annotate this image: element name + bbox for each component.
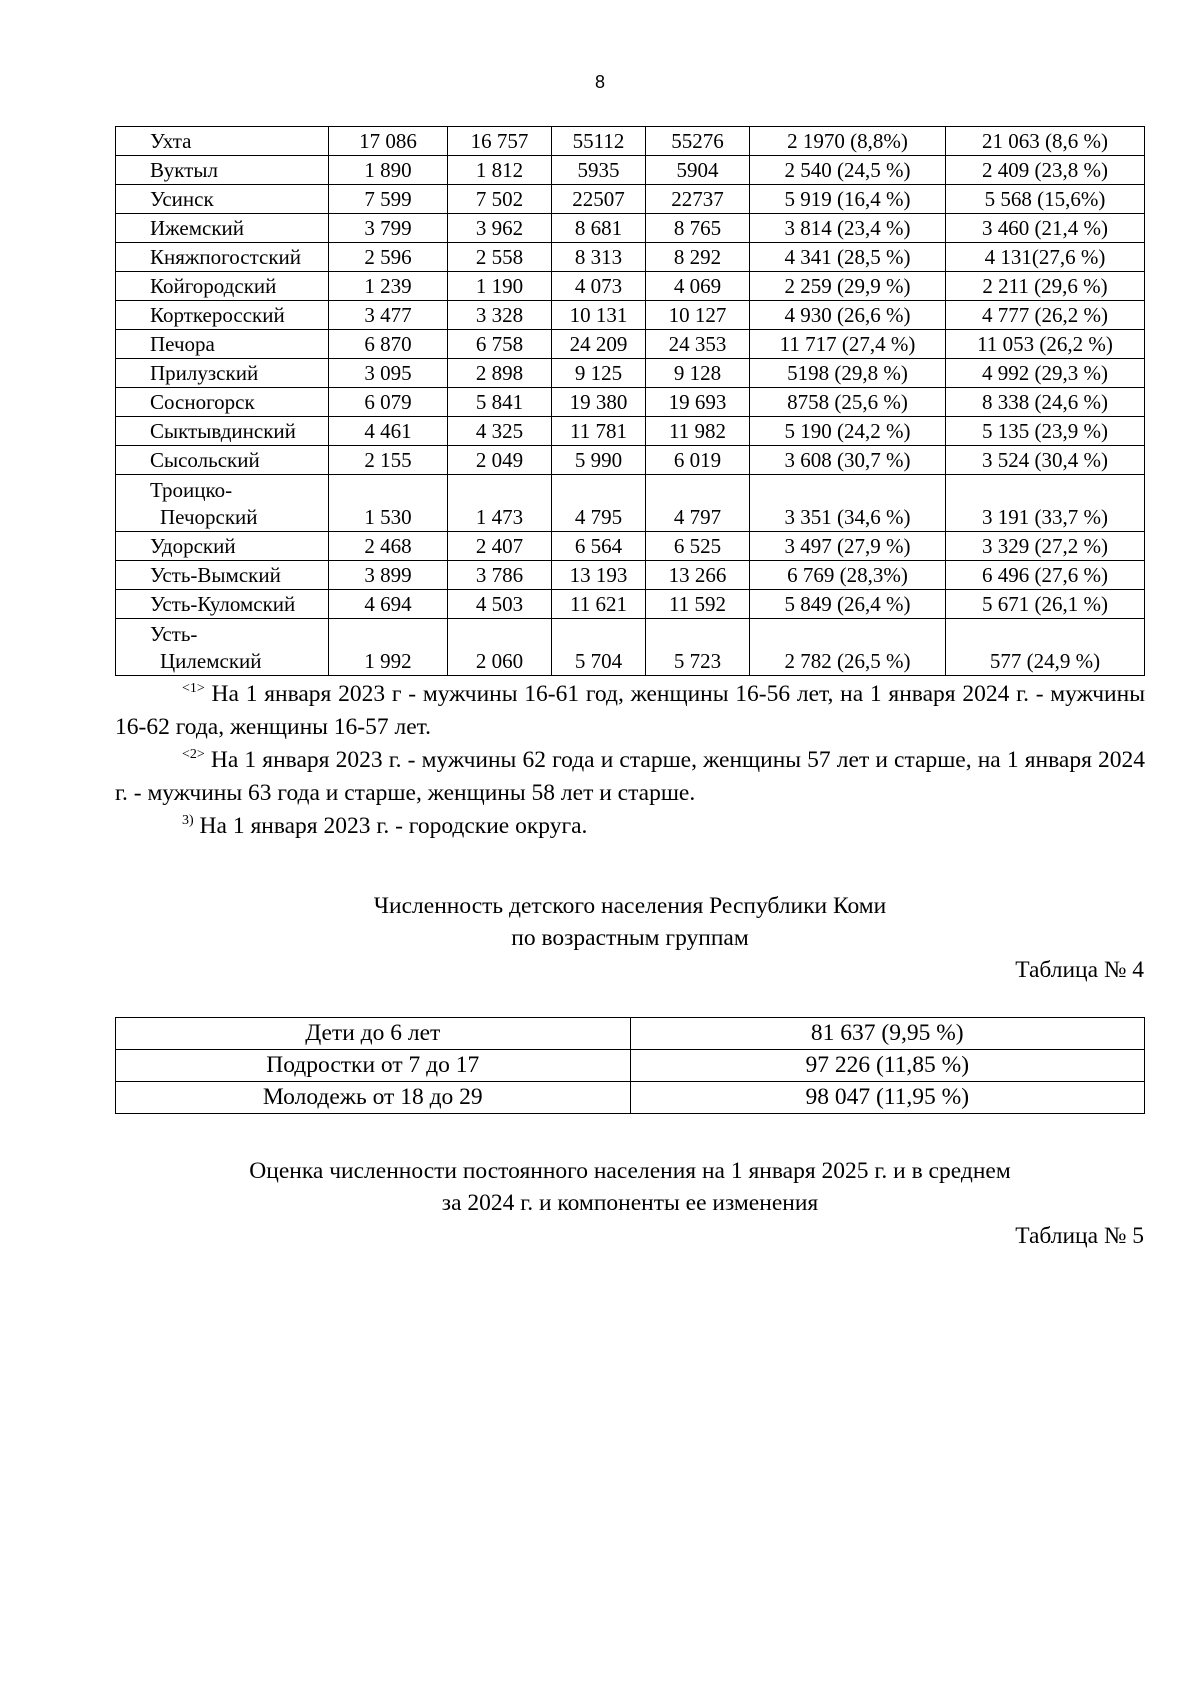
value-cell: 3 351 (34,6 %) (750, 475, 946, 532)
value-cell: 11 717 (27,4 %) (750, 330, 946, 359)
table-row (116, 1082, 1145, 1114)
district-name: Княжпогостский (150, 245, 302, 269)
section-title-line: по возрастным группам (511, 925, 749, 951)
district-name-cell (116, 619, 329, 676)
value-cell: 8 292 (646, 243, 750, 272)
table-row (116, 214, 1145, 243)
district-name: Сысольский (150, 448, 260, 472)
value-cell: 4 795 (552, 475, 646, 532)
section-title-line: Оценка численности постоянного населения на 1 января 2025 г. и в среднем (249, 1158, 1011, 1184)
footnote-3 (115, 810, 1145, 843)
district-name: Удорский (150, 534, 236, 558)
district-name: Ижемский (150, 216, 245, 240)
value-cell: 2 155 (329, 446, 448, 475)
value-cell: 5935 (552, 156, 646, 185)
value-cell: 5904 (646, 156, 750, 185)
value-cell: 11 781 (552, 417, 646, 446)
value-cell: 4 131(27,6 %) (946, 243, 1145, 272)
value-cell: 1 530 (329, 475, 448, 532)
footnote-1 (115, 678, 1145, 744)
district-name-cell (116, 532, 329, 561)
value-cell: 8 681 (552, 214, 646, 243)
value-cell: 10 127 (646, 301, 750, 330)
value-cell: 3 329 (27,2 %) (946, 532, 1145, 561)
table-row (116, 330, 1145, 359)
value-cell: 3 477 (329, 301, 448, 330)
district-name-cell (116, 330, 329, 359)
district-name-cell (116, 272, 329, 301)
table-5-label: Таблица № 5 (1015, 1223, 1144, 1249)
district-name: Ухта (150, 129, 192, 153)
table-row (116, 1018, 1145, 1050)
footnotes (115, 678, 1145, 843)
value-cell: 5 841 (448, 388, 552, 417)
value-cell: 3 524 (30,4 %) (946, 446, 1145, 475)
district-name-cell (116, 561, 329, 590)
page-number: 8 (594, 72, 605, 92)
value-cell: 5 135 (23,9 %) (946, 417, 1145, 446)
district-name-cell (116, 243, 329, 272)
value-cell: 5 704 (552, 619, 646, 676)
district-name: Печорский (160, 505, 258, 529)
table-row (116, 301, 1145, 330)
value-cell: 4 073 (552, 272, 646, 301)
value-cell: 4 461 (329, 417, 448, 446)
footnote-text: На 1 января 2023 г. - городские округа. (193, 813, 588, 839)
value-cell: 5 568 (15,6%) (946, 185, 1145, 214)
district-name-cell (116, 301, 329, 330)
value-cell: 3 497 (27,9 %) (750, 532, 946, 561)
district-name-cell (116, 590, 329, 619)
value-cell: 2 558 (448, 243, 552, 272)
value-cell: 5 671 (26,1 %) (946, 590, 1145, 619)
value-cell: 7 502 (448, 185, 552, 214)
value-cell: 1 239 (329, 272, 448, 301)
table-row (116, 185, 1145, 214)
value-cell: 2 409 (23,8 %) (946, 156, 1145, 185)
value-cell: 3 962 (448, 214, 552, 243)
district-name-cell (116, 359, 329, 388)
footnote-text: На 1 января 2023 г - мужчины 16-61 год, женщины 16-56 лет, на 1 января 2024 г. - мужчины 16-62 года, женщины 16-57 лет. (115, 681, 1145, 740)
age-group-cell: Молодежь от 18 до 29 (116, 1082, 631, 1114)
value-cell: 19 380 (552, 388, 646, 417)
value-cell: 2 049 (448, 446, 552, 475)
table-row (116, 243, 1145, 272)
value-cell: 1 190 (448, 272, 552, 301)
value-cell: 3 899 (329, 561, 448, 590)
value-cell: 98 047 (11,95 %) (630, 1082, 1145, 1114)
value-cell: 4 503 (448, 590, 552, 619)
value-cell: 2 540 (24,5 %) (750, 156, 946, 185)
value-cell: 8758 (25,6 %) (750, 388, 946, 417)
value-cell: 2 468 (329, 532, 448, 561)
table-row (116, 127, 1145, 156)
value-cell: 3 814 (23,4 %) (750, 214, 946, 243)
section-4-title (0, 890, 1200, 954)
value-cell: 24 209 (552, 330, 646, 359)
value-cell: 7 599 (329, 185, 448, 214)
value-cell: 1 473 (448, 475, 552, 532)
value-cell: 11 053 (26,2 %) (946, 330, 1145, 359)
table-row (116, 590, 1145, 619)
value-cell: 10 131 (552, 301, 646, 330)
district-name-cell (116, 475, 329, 532)
district-name: Сыктывдинский (150, 419, 296, 443)
value-cell: 5 990 (552, 446, 646, 475)
value-cell: 4 325 (448, 417, 552, 446)
value-cell: 8 313 (552, 243, 646, 272)
district-name: Сосногорск (150, 390, 255, 414)
district-name: Койгородский (150, 274, 277, 298)
value-cell: 55276 (646, 127, 750, 156)
value-cell: 4 992 (29,3 %) (946, 359, 1145, 388)
children-age-groups-table (115, 1017, 1145, 1114)
value-cell: 13 266 (646, 561, 750, 590)
value-cell: 1 890 (329, 156, 448, 185)
district-name: Усть-Куломский (150, 592, 296, 616)
value-cell: 4 069 (646, 272, 750, 301)
district-name: Печора (150, 332, 215, 356)
value-cell: 22507 (552, 185, 646, 214)
value-cell: 6 870 (329, 330, 448, 359)
age-group-cell: Дети до 6 лет (116, 1018, 631, 1050)
value-cell: 6 496 (27,6 %) (946, 561, 1145, 590)
value-cell: 5 919 (16,4 %) (750, 185, 946, 214)
table-row (116, 388, 1145, 417)
value-cell: 3 095 (329, 359, 448, 388)
district-name: Корткеросский (150, 303, 285, 327)
value-cell: 24 353 (646, 330, 750, 359)
district-name-cell (116, 185, 329, 214)
value-cell: 3 328 (448, 301, 552, 330)
value-cell: 22737 (646, 185, 750, 214)
value-cell: 11 621 (552, 590, 646, 619)
value-cell: 21 063 (8,6 %) (946, 127, 1145, 156)
value-cell: 5 849 (26,4 %) (750, 590, 946, 619)
table-row (116, 156, 1145, 185)
value-cell: 9 125 (552, 359, 646, 388)
value-cell: 3 460 (21,4 %) (946, 214, 1145, 243)
value-cell: 6 079 (329, 388, 448, 417)
value-cell: 2 782 (26,5 %) (750, 619, 946, 676)
footnote-mark: 3) (182, 813, 194, 828)
table-row (116, 1050, 1145, 1082)
value-cell: 5 190 (24,2 %) (750, 417, 946, 446)
section-title-line: Численность детского населения Республики Коми (373, 893, 887, 919)
district-name: Усинск (150, 187, 214, 211)
footnote-mark: <2> (182, 747, 205, 762)
value-cell: 11 982 (646, 417, 750, 446)
section-title-line: за 2024 г. и компоненты ее изменения (441, 1190, 819, 1216)
value-cell: 8 765 (646, 214, 750, 243)
footnote-mark: <1> (182, 681, 205, 696)
table-row (116, 359, 1145, 388)
value-cell: 1 992 (329, 619, 448, 676)
district-name: Усть-Вымский (150, 563, 281, 587)
value-cell: 6 564 (552, 532, 646, 561)
value-cell: 2 060 (448, 619, 552, 676)
value-cell: 4 777 (26,2 %) (946, 301, 1145, 330)
table-row (116, 475, 1145, 532)
value-cell: 16 757 (448, 127, 552, 156)
age-group-cell: Подростки от 7 до 17 (116, 1050, 631, 1082)
value-cell: 5198 (29,8 %) (750, 359, 946, 388)
value-cell: 4 694 (329, 590, 448, 619)
footnote-2 (115, 744, 1145, 810)
value-cell: 17 086 (329, 127, 448, 156)
value-cell: 2 1970 (8,8%) (750, 127, 946, 156)
value-cell: 81 637 (9,95 %) (630, 1018, 1145, 1050)
district-name-cell (116, 214, 329, 243)
value-cell: 4 930 (26,6 %) (750, 301, 946, 330)
table-row (116, 446, 1145, 475)
value-cell: 2 259 (29,9 %) (750, 272, 946, 301)
value-cell: 5 723 (646, 619, 750, 676)
table-row (116, 532, 1145, 561)
value-cell: 2 211 (29,6 %) (946, 272, 1145, 301)
value-cell: 11 592 (646, 590, 750, 619)
value-cell: 2 596 (329, 243, 448, 272)
value-cell: 2 898 (448, 359, 552, 388)
district-name: Цилемский (160, 649, 262, 673)
value-cell: 3 799 (329, 214, 448, 243)
district-name-cell (116, 388, 329, 417)
district-name: Прилузский (150, 361, 259, 385)
value-cell: 6 525 (646, 532, 750, 561)
value-cell: 9 128 (646, 359, 750, 388)
district-name-cell (116, 127, 329, 156)
table-row (116, 417, 1145, 446)
district-name: Вуктыл (150, 158, 218, 182)
value-cell: 3 608 (30,7 %) (750, 446, 946, 475)
value-cell: 1 812 (448, 156, 552, 185)
value-cell: 55112 (552, 127, 646, 156)
value-cell: 19 693 (646, 388, 750, 417)
value-cell: 577 (24,9 %) (946, 619, 1145, 676)
table-row (116, 272, 1145, 301)
value-cell: 4 797 (646, 475, 750, 532)
district-name: Усть- (150, 622, 198, 646)
value-cell: 4 341 (28,5 %) (750, 243, 946, 272)
value-cell: 3 786 (448, 561, 552, 590)
district-name-cell (116, 156, 329, 185)
value-cell: 6 019 (646, 446, 750, 475)
value-cell: 6 758 (448, 330, 552, 359)
value-cell: 13 193 (552, 561, 646, 590)
table-row (116, 561, 1145, 590)
table-row (116, 619, 1145, 676)
district-name-cell (116, 417, 329, 446)
district-name: Троицко- (150, 478, 233, 502)
districts-population-table (115, 126, 1145, 676)
value-cell: 2 407 (448, 532, 552, 561)
value-cell: 3 191 (33,7 %) (946, 475, 1145, 532)
value-cell: 8 338 (24,6 %) (946, 388, 1145, 417)
footnote-text: На 1 января 2023 г. - мужчины 62 года и старше, женщины 57 лет и старше, на 1 января 2024 г. - мужчины 63 года и старше, женщины 58 лет и старше. (115, 747, 1145, 806)
value-cell: 6 769 (28,3%) (750, 561, 946, 590)
section-5-title (0, 1155, 1200, 1219)
district-name-cell (116, 446, 329, 475)
table-4-label: Таблица № 4 (1015, 957, 1144, 983)
value-cell: 97 226 (11,85 %) (630, 1050, 1145, 1082)
